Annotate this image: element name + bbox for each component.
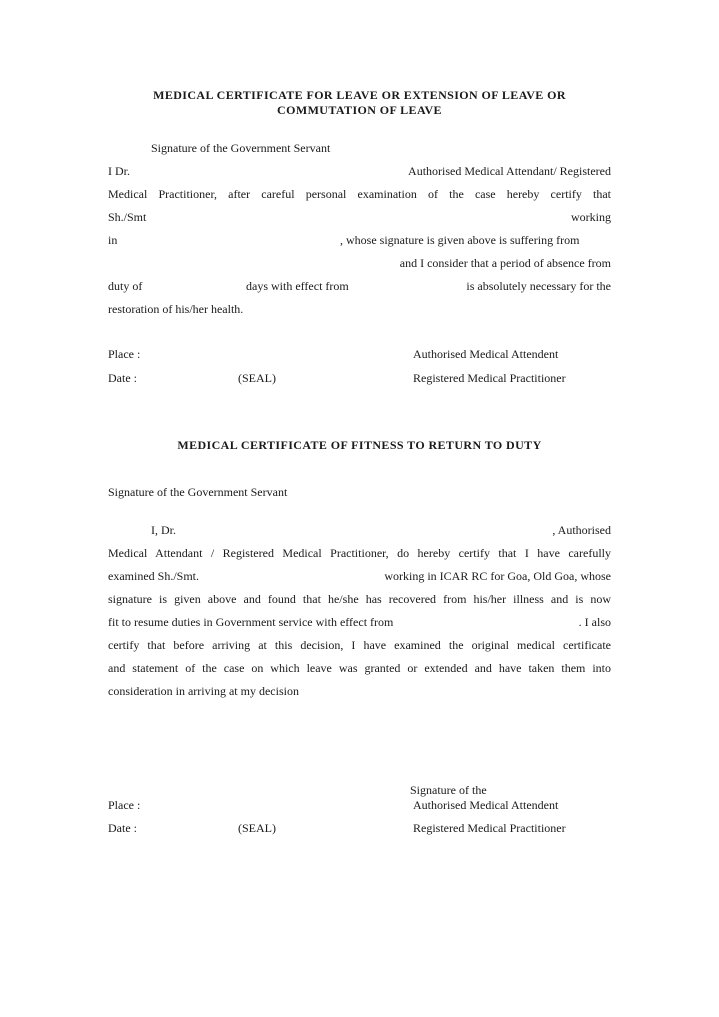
cert2-signature-of-the: Signature of the	[410, 783, 487, 797]
cert2-also: . I also	[578, 615, 611, 629]
cert1-signature-label: Signature of the Government Servant	[151, 141, 331, 155]
cert2-examined: examined Sh./Smt.	[108, 569, 199, 583]
cert2-authorised: , Authorised	[552, 523, 611, 537]
cert2-working-icar: working in ICAR RC for Goa, Old Goa, whose	[384, 569, 611, 583]
cert1-title-line1: MEDICAL CERTIFICATE FOR LEAVE OR EXTENSION OF LEAVE OR	[153, 88, 566, 102]
cert2-registered-practitioner: Registered Medical Practitioner	[413, 821, 566, 835]
cert2-authorised-attendent: Authorised Medical Attendent	[413, 798, 559, 812]
cert2-seal: (SEAL)	[238, 821, 276, 835]
cert1-authorised-registered: Authorised Medical Attendant/ Registered	[408, 164, 611, 178]
cert1-sh-smt: Sh./Smt	[108, 210, 147, 224]
cert2-place-label: Place :	[108, 798, 141, 812]
cert2-line4: signature is given above and found that he/she has recovered from his/her illness and is now	[108, 592, 611, 606]
cert1-consider: and I consider that a period of absence from	[399, 256, 611, 270]
cert2-date-label: Date :	[108, 821, 137, 835]
cert1-restoration: restoration of his/her health.	[108, 302, 244, 316]
cert1-place-label: Place :	[108, 347, 141, 361]
cert1-i-dr: I Dr.	[108, 164, 130, 178]
cert2-line6: certify that before arriving at this decision, I have examined the original medical certificate	[108, 638, 611, 652]
cert1-working: working	[571, 210, 611, 224]
cert2-i-dr: I, Dr.	[151, 523, 176, 537]
cert1-necessary: is absolutely necessary for the	[466, 279, 611, 293]
cert1-seal: (SEAL)	[238, 371, 276, 385]
cert2-line2: Medical Attendant / Registered Medical Practitioner, do hereby certify that I have carefully	[108, 546, 611, 560]
cert2-line5: fit to resume duties in Government service with effect from	[108, 615, 394, 629]
cert1-whose-signature: , whose signature is given above is suffering from	[340, 233, 580, 247]
cert1-in: in	[108, 233, 118, 247]
cert1-line2: Medical Practitioner, after careful personal examination of the case hereby certify that	[108, 187, 611, 201]
cert2-signature-label: Signature of the Government Servant	[108, 485, 288, 499]
cert1-registered-practitioner: Registered Medical Practitioner	[413, 371, 566, 385]
cert2-title: MEDICAL CERTIFICATE OF FITNESS TO RETURN TO DUTY	[177, 438, 542, 452]
cert1-duty-of: duty of	[108, 279, 143, 293]
cert1-days-effect: days with effect from	[246, 279, 349, 293]
cert2-line8: consideration in arriving at my decision	[108, 684, 299, 698]
cert1-date-label: Date :	[108, 371, 137, 385]
cert1-authorised-attendent: Authorised Medical Attendent	[413, 347, 559, 361]
cert1-title-line2: COMMUTATION OF LEAVE	[277, 103, 442, 117]
cert2-line7: and statement of the case on which leave was granted or extended and have taken them into	[108, 661, 611, 675]
